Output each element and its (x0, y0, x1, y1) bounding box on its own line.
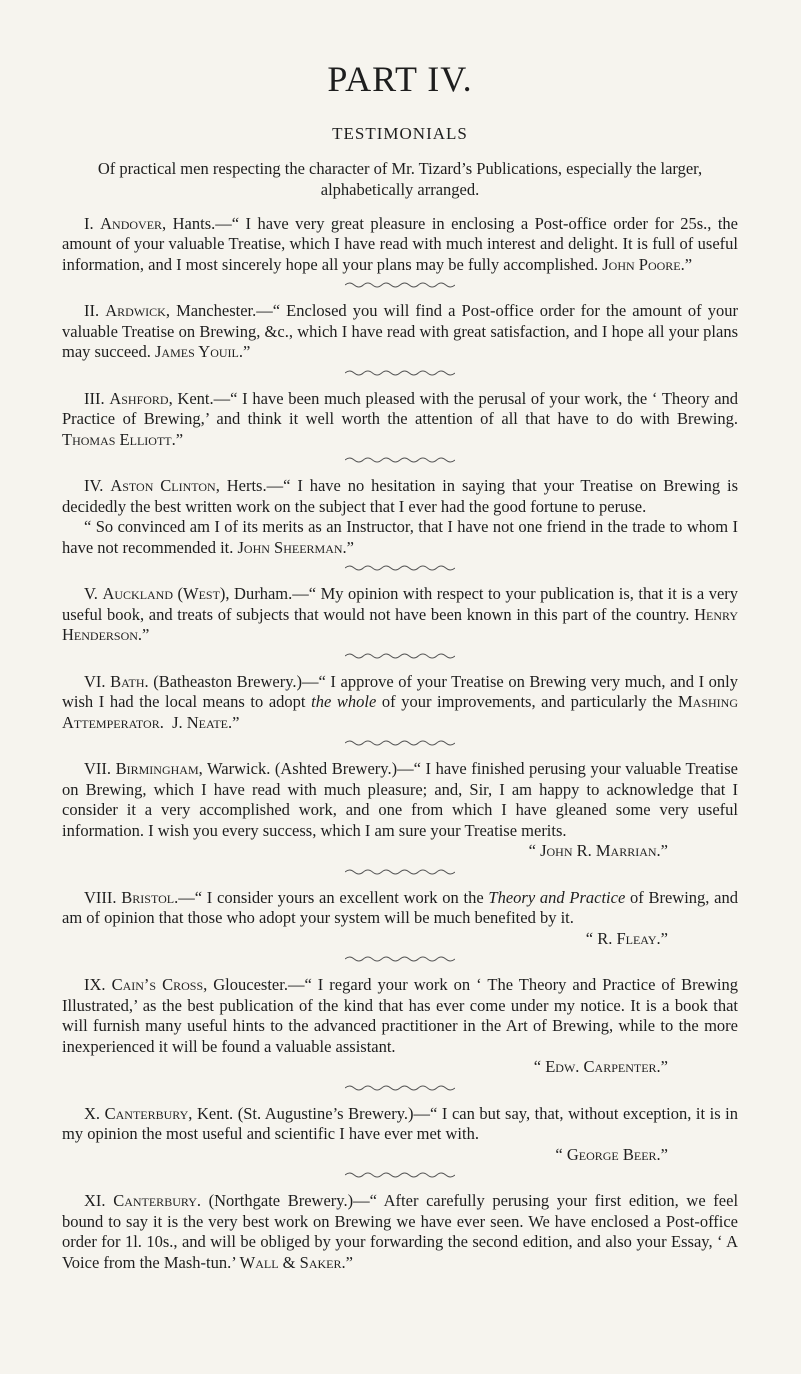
entry-place: Canterbury. (113, 1191, 201, 1211)
entry-text: —“ I consider yours an excellent work on the (178, 887, 489, 907)
entry-place-detail: Kent. (172, 388, 214, 408)
entry-text: —“ I regard your work on ‘ The Theory and Practice of Brewing Illustrated,’ as the best publication of the kind that has ever come under my notice. It is a book that will furnish many useful hints to the advanced practitioner in the Art of Brewing, while to the more inexperienced it will be found a valuable assistant. (62, 975, 738, 1056)
entry-signature: Henry Henderson.” (62, 604, 738, 645)
entry-signature: James Youil.” (155, 342, 251, 362)
entry-place: Cain’s Cross, (111, 975, 208, 995)
testimonial-10 (62, 1104, 738, 1166)
entry-place-detail: Kent. (St. Augustine’s Brewery.) (192, 1103, 414, 1123)
testimonial-9 (62, 975, 738, 1078)
entry-place-detail: Warwick. (Ashted Brewery.) (202, 759, 398, 779)
entry-place-detail: Manchester. (169, 301, 257, 321)
entry-text: of your improvements, and particularly the (376, 692, 678, 712)
wavy-divider (62, 1171, 738, 1179)
entry-number: III. (84, 388, 105, 408)
wavy-divider (62, 955, 738, 963)
entry-place: Bath. (110, 671, 149, 691)
entry-number: VI. (84, 671, 106, 691)
wavy-divider (62, 739, 738, 747)
entry-signature: J. Neate.” (172, 712, 240, 732)
entry-place: Aston Clinton, (110, 476, 220, 496)
entry-text: —“ My opinion with respect to your publication is, that it is a very useful book, and treats of subjects that would not have been known in this part of the country. (62, 584, 739, 624)
testimonial-2 (62, 301, 738, 363)
wavy-divider (62, 456, 738, 464)
entry-place-detail: (Northgate Brewery.) (201, 1191, 354, 1211)
entry-signature: “ George Beer.” (555, 1144, 668, 1164)
entry-number: V. (84, 584, 98, 604)
entry-number: II. (84, 301, 100, 321)
entry-text: —“ I have finished perusing your valuable Treatise on Brewing, which I have read with much pleasure; and, Sir, I am happy to acknowledge that I consider it a very accomplished work, and one from which I have gleaned some very useful information. I wish you every success, which I am sure your Treatise merits. (62, 759, 739, 840)
entry-text: —“ I approve of your Treatise on Brewing very much, and I only wish I had the local means to adopt (62, 671, 739, 712)
entry-text: “ So convinced am I of its merits as an Instructor, that I have not one friend in the trade to whom I have not recommended it. (62, 517, 738, 557)
testimonial-4 (62, 476, 738, 558)
entry-place: Ashford, (109, 388, 173, 408)
entry-number: IX. (84, 975, 106, 995)
entry-emphasis: Theory and Practice (488, 887, 626, 907)
entry-signature: John Sheerman.” (237, 537, 354, 557)
intro-text: Of practical men respecting the character of Mr. Tizard’s Publications, especially the larger, alphabetically arranged. (97, 158, 703, 199)
entry-place-detail: (Batheaston Brewery.) (148, 671, 302, 691)
testimonial-1 (62, 214, 738, 276)
entry-product-name: Mashing Attemperator. (62, 692, 738, 732)
entry-text: —“ I have very great pleasure in enclosing a Post-office order for 25s., the amount of your valuable Treatise, which I have read with much interest and delight. It is full of useful information, and I most sincerely hope all your plans may be fully accomplished. (62, 213, 739, 274)
wavy-divider (62, 1084, 738, 1092)
entry-text: —“ Enclosed you will find a Post-office order for the amount of your valuable Treatise on Brewing, &c., which I have read with great satisfaction, and I hope all your plans may succeed. (62, 301, 739, 362)
entry-place: Canterbury, (104, 1103, 193, 1123)
entry-emphasis: the whole (311, 692, 377, 712)
entry-number: X. (84, 1103, 101, 1123)
entry-place-detail: Durham. (229, 584, 293, 604)
entry-signature: Wall & Saker.” (239, 1252, 353, 1272)
entry-signature: “ Edw. Carpenter.” (533, 1057, 668, 1077)
entry-text: of Brewing, and am of opinion that those who adopt your system will be much benefited by it. (62, 887, 738, 928)
entry-place-detail: Hants. (166, 213, 216, 233)
entry-place: Ardwick, (105, 301, 170, 321)
entry-number: VII. (84, 759, 112, 779)
entry-place: Andover, (100, 213, 167, 233)
entry-place: Auckland (West), (102, 584, 230, 604)
wavy-divider (62, 369, 738, 377)
entry-text: —“ I have no hesitation in saying that your Treatise on Brewing is decidedly the best written work on the subject that I ever had the good fortune to peruse. (62, 476, 739, 516)
entry-number: VIII. (84, 887, 117, 907)
testimonial-5 (62, 584, 738, 646)
entry-place-detail: Herts. (219, 476, 267, 496)
wavy-divider (62, 564, 738, 572)
entry-number: XI. (84, 1191, 106, 1211)
entry-place-detail: Gloucester. (207, 975, 288, 995)
entry-place: Bristol. (121, 887, 179, 907)
wavy-divider (62, 868, 738, 876)
testimonial-11 (62, 1191, 738, 1273)
entry-text: —“ After carefully perusing your first edition, we feel bound to say it is the very best work on Brewing we have ever seen. We have enclosed a Post-office order for 1l. 10s., and will be obliged by your forwarding the second edition, and also your Essay, ‘ A Voice from the Mash-tun.’ (62, 1191, 739, 1272)
entry-text: —“ I can but say, that, without exception, it is in my opinion the most useful and scientific I have ever met with. (62, 1103, 739, 1144)
entry-signature: John Poore.” (602, 254, 693, 274)
testimonial-8 (62, 888, 738, 950)
entry-signature: “ R. Fleay.” (585, 928, 668, 948)
entry-number: IV. (84, 476, 104, 496)
testimonial-3 (62, 389, 738, 451)
section-title: TESTIMONIALS (332, 123, 468, 143)
testimonial-6 (62, 672, 738, 734)
wavy-divider (62, 652, 738, 660)
entry-signature: Thomas Elliott.” (62, 429, 184, 449)
document-page (62, 60, 738, 1273)
entry-place: Birmingham, (115, 759, 203, 779)
entry-signature: “ John R. Marrian.” (528, 841, 668, 861)
entry-text: —“ I have been much pleased with the perusal of your work, the ‘ Theory and Practice of Brewing,’ and think it well worth the attention of all that have to do with Brewing. (62, 388, 739, 429)
testimonial-7 (62, 759, 738, 862)
entry-number: I. (84, 213, 94, 233)
wavy-divider (62, 281, 738, 289)
part-title: PART IV. (327, 59, 473, 99)
